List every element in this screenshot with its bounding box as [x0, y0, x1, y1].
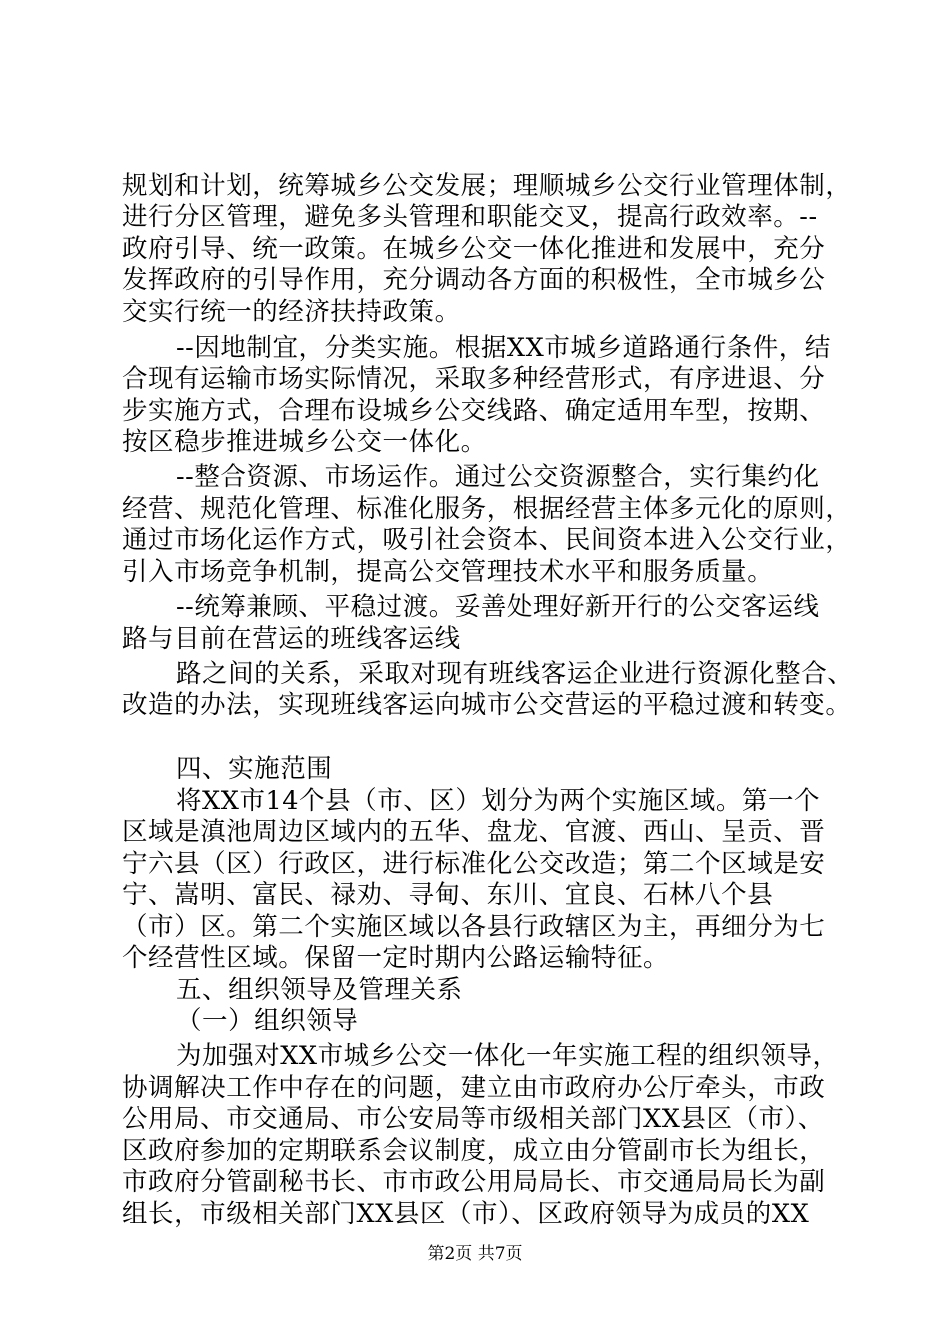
- text-line: 市政府分管副秘书长、市市政公用局局长、市交通局局长为副: [122, 1167, 826, 1197]
- text-line: 公用局、市交通局、市公安局等市级相关部门XX县区（市）、: [122, 1104, 824, 1134]
- text-line: 将XX市14个县（市、区）划分为两个实施区域。第一个: [176, 786, 821, 816]
- text-line: 为加强对XX市城乡公交一体化一年实施工程的组织领导，: [176, 1041, 839, 1071]
- text-line: 发挥政府的引导作用，充分调动各方面的积极性，全市城乡公: [122, 265, 826, 295]
- text-line: 路之间的关系，采取对现有班线客运企业进行资源化整合、: [176, 659, 854, 689]
- text-line: --因地制宜，分类实施。根据XX市城乡道路通行条件，结: [176, 333, 831, 363]
- text-line: 进行分区管理，避免多头管理和职能交叉，提高行政效率。--: [122, 202, 818, 232]
- text-line: （市）区。第二个实施区域以各县行政辖区为主，再细分为七: [122, 912, 826, 942]
- text-line: --统筹兼顾、平稳过渡。妥善处理好新开行的公交客运线: [176, 592, 820, 622]
- text-line: 区政府参加的定期联系会议制度，成立由分管副市长为组长，: [122, 1136, 826, 1166]
- section-heading: 四、实施范围: [176, 754, 333, 784]
- text-line: 政府引导、统一政策。在城乡公交一体化推进和发展中，充分: [122, 234, 826, 264]
- text-line: 宁六县（区）行政区，进行标准化公交改造；第二个区域是安: [122, 849, 826, 879]
- text-line: 按区稳步推进城乡公交一体化。: [122, 427, 487, 457]
- text-line: 规划和计划，统筹城乡公交发展；理顺城乡公交行业管理体制，: [122, 171, 852, 201]
- text-line: 步实施方式，合理布设城乡公交线路、确定适用车型，按期、: [122, 396, 826, 426]
- page-number-footer: 第2页 共7页: [427, 1244, 523, 1264]
- text-line: 通过市场化运作方式，吸引社会资本、民间资本进入公交行业，: [122, 525, 852, 555]
- text-line: 协调解决工作中存在的问题，建立由市政府办公厅牵头，市政: [122, 1073, 826, 1103]
- section-heading: 五、组织领导及管理关系: [176, 975, 463, 1005]
- text-line: 个经营性区域。保留一定时期内公路运输特征。: [122, 943, 670, 973]
- text-line: --整合资源、市场运作。通过公交资源整合，实行集约化: [176, 462, 820, 492]
- text-line: 区域是滇池周边区域内的五华、盘龙、官渡、西山、呈贡、晋: [122, 817, 826, 847]
- text-line: 合现有运输市场实际情况，采取多种经营形式，有序进退、分: [122, 364, 826, 394]
- text-line: 路与目前在营运的班线客运线: [122, 624, 461, 654]
- text-line: 改造的办法，实现班线客运向城市公交营运的平稳过渡和转变。: [122, 690, 852, 720]
- text-line: 引入市场竞争机制，提高公交管理技术水平和服务质量。: [122, 557, 774, 587]
- text-line: 组长，市级相关部门XX县区（市）、区政府领导为成员的XX: [122, 1199, 810, 1229]
- text-line: 交实行统一的经济扶持政策。: [122, 297, 461, 327]
- text-line: 宁、嵩明、富民、禄劝、寻甸、东川、宜良、石林八个县: [122, 880, 774, 910]
- subsection-heading: （一）组织领导: [176, 1006, 359, 1036]
- text-line: 经营、规范化管理、标准化服务，根据经营主体多元化的原则，: [122, 494, 852, 524]
